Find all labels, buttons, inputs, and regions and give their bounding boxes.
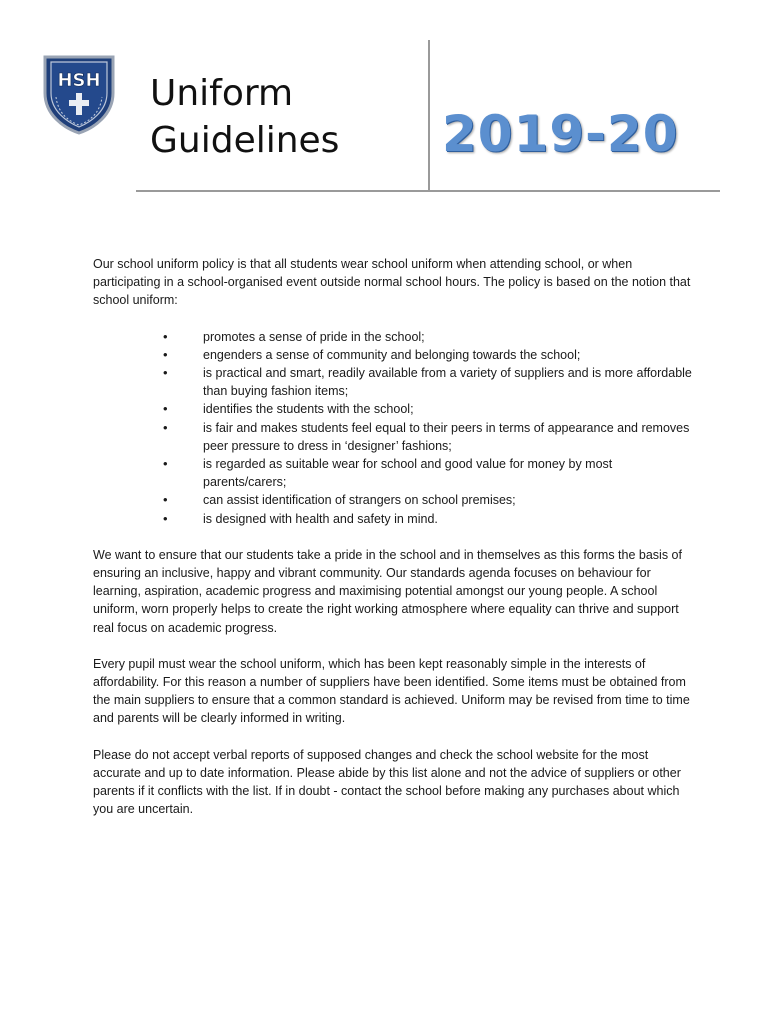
policy-bullet-list [93, 328, 693, 528]
title-line-2: Guidelines [150, 120, 340, 161]
document-body [93, 255, 693, 836]
title-line-1: Uniform [150, 73, 294, 114]
page-title [150, 70, 339, 164]
header-horizontal-divider [136, 190, 720, 192]
bullet-item: • is designed with health and safety in mind. [93, 510, 693, 528]
bullet-item: • is practical and smart, readily available from a variety of suppliers and is more affordable than buying fashion items; [93, 364, 693, 400]
bullet-item: • is fair and makes students feel equal to their peers in terms of appearance and removes peer pressure to dress in ‘designer’ fashions; [93, 419, 693, 455]
paragraph-affordability: Every pupil must wear the school uniform, which has been kept reasonably simple in the interests of affordability. For this reason a number of suppliers have been identified. Some items must be obtained from the main suppliers to ensure that a common standard is achieved. Uniform may be revised from time to time and parents will be clearly informed in writing. [93, 656, 690, 726]
paragraph-pride: We want to ensure that our students take a pride in the school and in themselves as this forms the basis of ensuring an inclusive, happy and vibrant community. Our standards agenda focuses on behaviour for learning, aspiration, academic progress and maximising potential amongst our young people. A school uniform, worn properly helps to create the right working atmosphere where equality can thrive and support real focus on academic progress. [93, 547, 682, 635]
bullet-item: • identifies the students with the school; [93, 400, 693, 418]
bullet-item: • promotes a sense of pride in the school; [93, 328, 693, 346]
academic-year: 2019-20 [442, 105, 679, 163]
bullet-item: • engenders a sense of community and belonging towards the school; [93, 346, 693, 364]
paragraph-verbal-reports: Please do not accept verbal reports of supposed changes and check the school website for the most accurate and up to date information. Please abide by this list alone and not the advice of suppliers or other parents if it conflicts with the list. If in doubt - contact the school before making any purchases about which you are uncertain. [93, 747, 681, 817]
school-crest-logo [42, 53, 116, 135]
logo-lettering: HSH [57, 70, 101, 91]
header-vertical-divider [428, 40, 430, 192]
intro-paragraph: Our school uniform policy is that all students wear school uniform when attending school, or when participating in a school-organised event outside normal school hours. The policy is based on the notion that school uniform: [93, 257, 691, 308]
bullet-item: • is regarded as suitable wear for school and good value for money by most parents/carers; [93, 455, 693, 491]
bullet-item: • can assist identification of strangers on school premises; [93, 491, 693, 509]
